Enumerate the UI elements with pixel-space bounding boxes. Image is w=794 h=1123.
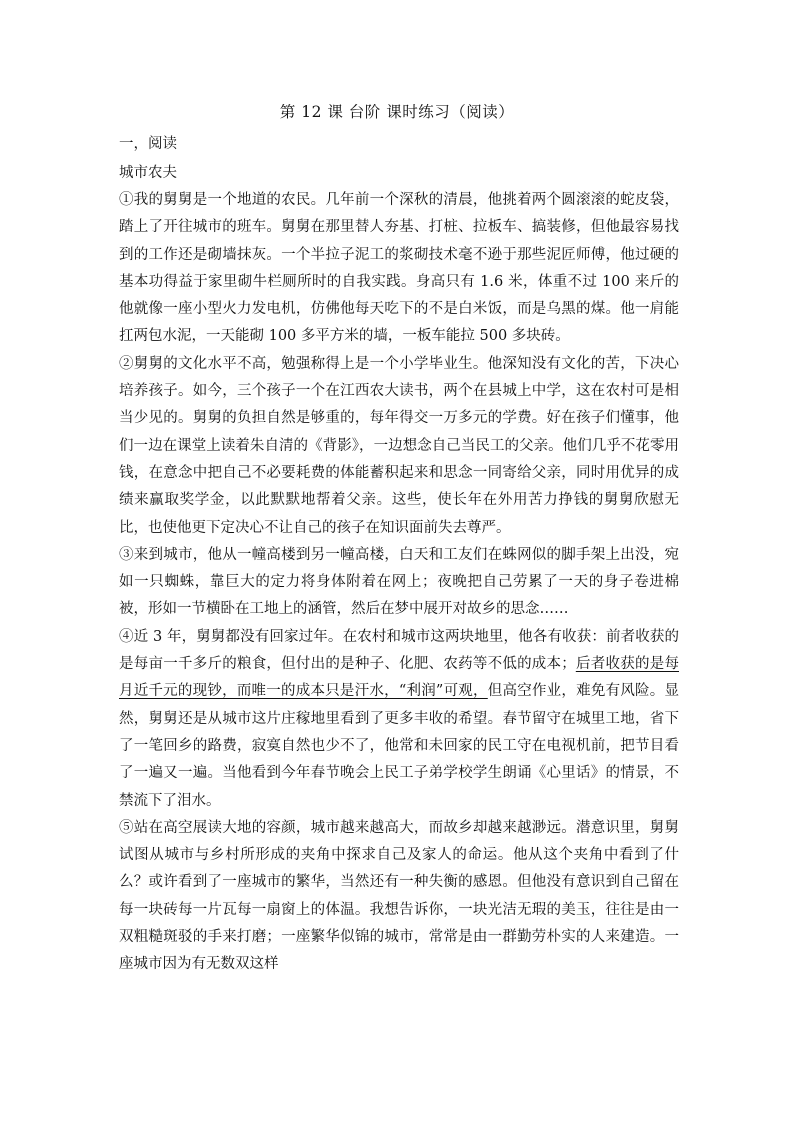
section-heading: 一，阅读 bbox=[119, 136, 177, 152]
paragraph-4-part-3: 但高空作业，难免有风险。显然，舅舅还是从城市这片庄稼地里看到了更多丰收的希望。春节留守在城里工地，省下了一笔回乡的路费，寂寞自然也少不了，他常和未回家的民工守在电视机前，把节目看了一遍又一遍。当他看到今年春节晚会上民工子弟学校学生朗诵《心里话》的情景，不禁流下了泪水。 bbox=[119, 683, 680, 809]
paragraph-1: ①我的舅舅是一个地道的农民。几年前一个深秋的清晨，他挑着两个圆滚滚的蛇皮袋，踏上了开往城市的班车。舅舅在那里替人夯基、打桩、拉板车、搞装修，但他最容易找到的工作还是砌墙抹灰。一个半拉子泥工的浆砌技术毫不逊于那些泥匠师傅，他过硬的基本功得益于家里砌牛栏厕所时的自我实践。身高只有 1.6 米，体重不过 100 来斤的他就像一座小型火力发电机，仿佛他每天吃下的不是白米饭，而是乌黑的煤。他一肩能扛两包水泥，一天能砌 100 多平方米的墙，一板车能拉 500 多块砖。 bbox=[119, 192, 679, 345]
paragraph-4-part-1: ④近 3 年，舅舅都没有回家过年。在农村和城市这两块地里，他各有收获：前者收获的是每亩一千多斤的粮食，但付出的是种子、化肥、农药等不低的成本； bbox=[119, 628, 679, 673]
paragraph-2: ②舅舅的文化水平不高，勉强称得上是一个小学毕业生。他深知没有文化的苦，下决心培养孩子。如今，三个孩子一个在江西农大读书，两个在县城上中学，这在农村可是相当少见的。舅舅的负担自然是够重的，每年得交一万多元的学费。好在孩子们懂事，他们一边在课堂上读着朱自清的《背影》，一边想念自己当民工的父亲。他们几乎不花零用钱，在意念中把自己不必要耗费的体能蓄积起来和思念一同寄给父亲，同时用优异的成绩来赢取奖学金，以此默默地帮着父亲。这些，使长年在外用苦力挣钱的舅舅欣慰无比，也使他更下定决心不让自己的孩子在知识面前失去尊严。 bbox=[119, 355, 679, 536]
document-body bbox=[119, 130, 679, 979]
page-title: 第 12 课 台阶 课时练习（阅读） bbox=[279, 103, 515, 121]
paragraph-4-underlined-sentence: 后者收获的是每月近千元的现钞，而唯一的成本只是汗水，“利润”可观， bbox=[119, 656, 679, 700]
paragraph-4 bbox=[119, 624, 679, 815]
article-title: 城市农夫 bbox=[119, 165, 177, 181]
paragraph-3: ③来到城市，他从一幢高楼到另一幢高楼，白天和工友们在蛛网似的脚手架上出没，宛如一只蜘蛛，靠巨大的定力将身体附着在网上；夜晚把自己劳累了一天的身子卷进棉被，形如一节横卧在工地上的涵管，然后在梦中展开对故乡的思念…… bbox=[119, 546, 679, 618]
paragraph-5: ⑤站在高空展读大地的容颜，城市越来越高大，而故乡却越来越渺远。潜意识里，舅舅试图从城市与乡村所形成的夹角中探求自己及家人的命运。他从这个夹角中看到了什么？或许看到了一座城市的繁华，当然还有一种失衡的感恩。但他没有意识到自己留在每一块砖每一片瓦每一扇窗上的体温。我想告诉你，一块光洁无瑕的美玉，往往是由一双粗糙斑驳的手来打磨；一座繁华似锦的城市，常常是由一群勤劳朴实的人来建造。一座城市因为有无数双这样 bbox=[119, 819, 679, 973]
